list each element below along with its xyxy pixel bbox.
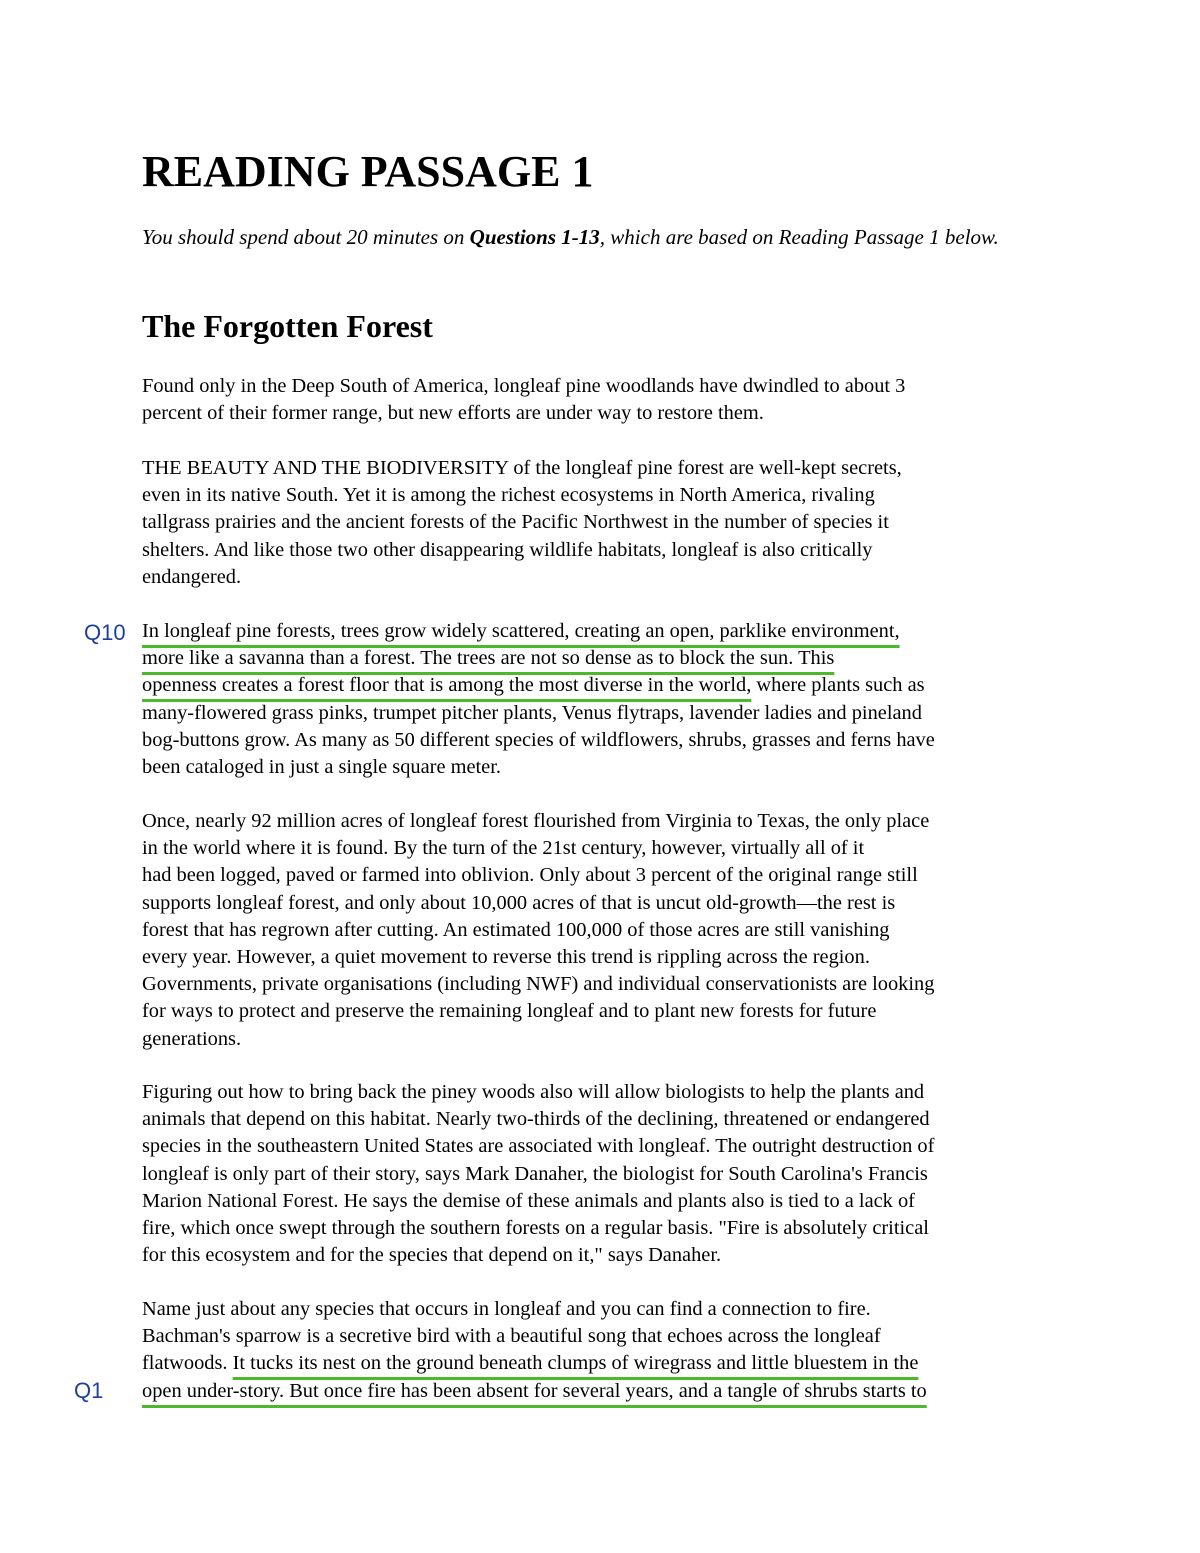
text-line: Found only in the Deep South of America, longleaf pine woodlands have dwindled to about 3	[142, 375, 906, 397]
paragraph-history	[142, 808, 1067, 1053]
highlight-text: more like a savanna than a forest. The trees are not so dense as to block the sun. This	[142, 647, 835, 670]
text-line	[142, 672, 1067, 699]
article-title: The Forgotten Forest	[142, 308, 433, 344]
text-line	[142, 1350, 1067, 1377]
instructions-text-start: You should spend about 20 minutes on	[142, 225, 470, 249]
text-line: forest that has regrown after cutting. An estimated 100,000 of those acres are still vanishing	[142, 918, 890, 941]
instructions	[142, 224, 1062, 251]
text-line: Bachman's sparrow is a secretive bird with a beautiful song that echoes across the longleaf	[142, 1325, 881, 1348]
text-line: Governments, private organisations (including NWF) and individual conservationists are looking	[142, 973, 935, 996]
text-line: fire, which once swept through the southern forests on a regular basis. "Fire is absolutely critical	[142, 1216, 929, 1239]
paragraph-fire	[142, 1296, 1067, 1405]
text-line: percent of their former range, but new efforts are under way to restore them.	[142, 402, 764, 425]
highlighted-line	[142, 1378, 1067, 1405]
line-text: where plants such as	[751, 674, 925, 697]
highlighted-line	[142, 618, 1067, 645]
instructions-questions: Questions 1-13	[469, 225, 600, 249]
paragraph-biodiversity	[142, 455, 1067, 591]
text-line: for ways to protect and preserve the remaining longleaf and to plant new forests for future	[142, 1000, 877, 1023]
question-label-q1: Q1	[74, 1378, 104, 1403]
line-text: flatwoods.	[142, 1352, 233, 1375]
highlight-text: It tucks its nest on the ground beneath clumps of wiregrass and little bluestem in the	[232, 1352, 919, 1375]
text-line: species in the southeastern United States are associated with longleaf. The outright destruction of	[142, 1135, 935, 1158]
highlight-text: openness creates a forest floor that is among the most diverse in the world,	[142, 674, 752, 697]
text-line: even in its native South. Yet it is among the richest ecosystems in North America, rivaling	[142, 484, 875, 507]
text-line: Once, nearly 92 million acres of longleaf forest flourished from Virginia to Texas, the only place	[142, 810, 930, 832]
text-line: bog-buttons grow. As many as 50 different species of wildflowers, shrubs, grasses and ferns have	[142, 728, 935, 751]
text-line: for this ecosystem and for the species that depend on it," says Danaher.	[142, 1244, 722, 1267]
text-line: had been logged, paved or farmed into oblivion. Only about 3 percent of the original range still	[142, 864, 918, 887]
text-line: tallgrass prairies and the ancient forests of the Pacific Northwest in the number of species it	[142, 511, 889, 534]
text-line: THE BEAUTY AND THE BIODIVERSITY of the longleaf pine forest are well-kept secrets,	[142, 457, 902, 479]
instructions-text-end: , which are based on Reading Passage 1 below.	[599, 225, 999, 249]
text-line: longleaf is only part of their story, says Mark Danaher, the biologist for South Carolina's Francis	[142, 1162, 928, 1185]
text-line: endangered.	[142, 565, 242, 588]
paragraph-biologists	[142, 1079, 1067, 1269]
text-line: been cataloged in just a single square meter.	[142, 755, 501, 778]
paragraph-openness	[142, 618, 1067, 781]
text-line: generations.	[142, 1027, 242, 1050]
highlight-text: In longleaf pine forests, trees grow widely scattered, creating an open, parklike environment,	[142, 620, 900, 642]
highlighted-line	[142, 645, 1067, 672]
question-label-q10: Q10	[84, 620, 126, 645]
highlight-text: open under-story. But once fire has been absent for several years, and a tangle of shrubs starts to	[142, 1379, 927, 1402]
text-line: shelters. And like those two other disappearing wildlife habitats, longleaf is also critically	[142, 538, 873, 561]
text-line: Figuring out how to bring back the piney woods also will allow biologists to help the plants and	[142, 1081, 925, 1103]
text-line: Marion National Forest. He says the demise of these animals and plants also is tied to a lack of	[142, 1189, 915, 1212]
passage-heading: READING PASSAGE 1	[142, 147, 594, 196]
text-line: supports longleaf forest, and only about 10,000 acres of that is uncut old-growth—the rest is	[142, 891, 896, 914]
text-line: every year. However, a quiet movement to reverse this trend is rippling across the region.	[142, 945, 870, 968]
text-line: many-flowered grass pinks, trumpet pitcher plants, Venus flytraps, lavender ladies and pineland	[142, 701, 922, 724]
text-line: animals that depend on this habitat. Nearly two-thirds of the declining, threatened or endangered	[142, 1108, 930, 1131]
text-line: Name just about any species that occurs in longleaf and you can find a connection to fire.	[142, 1298, 871, 1320]
paragraph-intro	[142, 373, 1067, 427]
text-line: in the world where it is found. By the turn of the 21st century, however, virtually all of it	[142, 837, 865, 860]
